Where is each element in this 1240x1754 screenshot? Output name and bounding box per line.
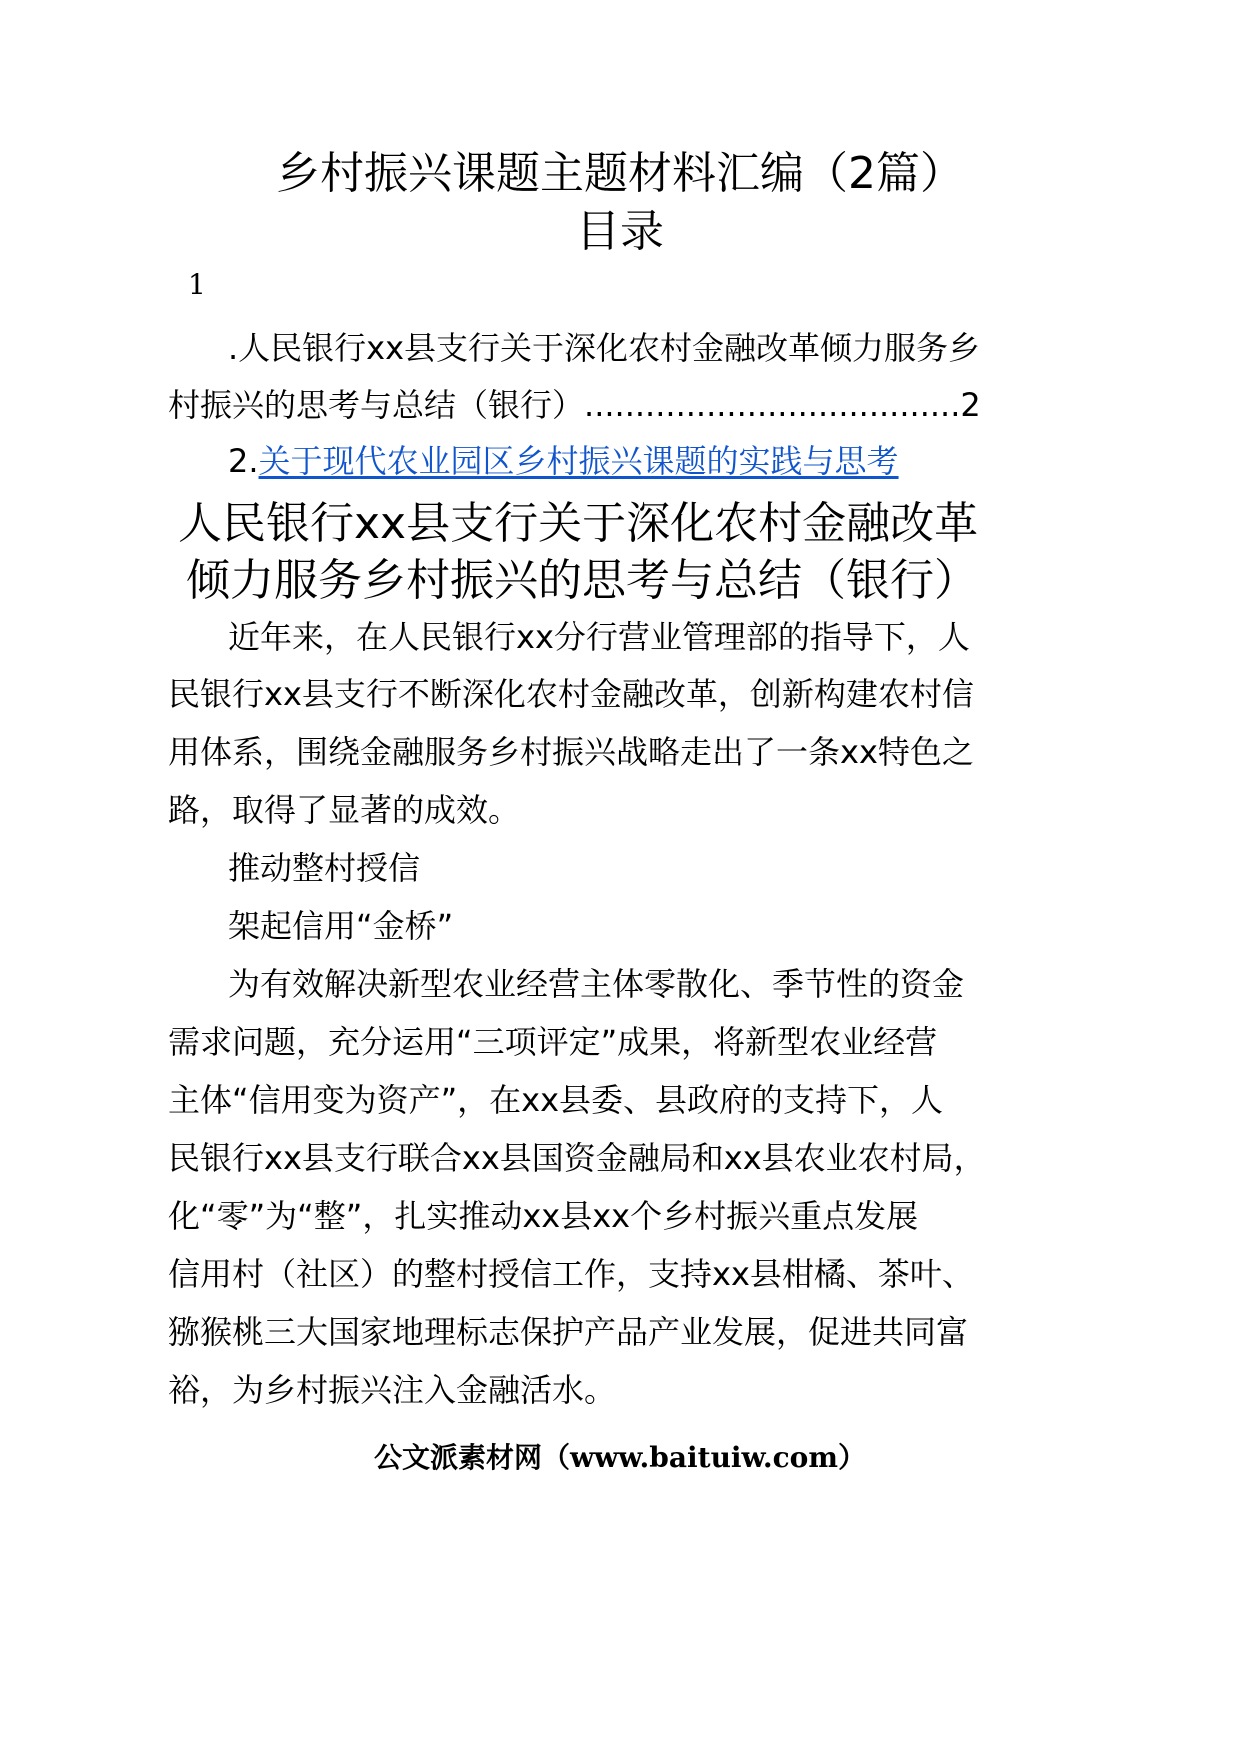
para1-line4: 路，取得了显著的成效。	[168, 791, 521, 829]
toc-entry-1-line1[interactable]: .人民银行xx县支行关于深化农村金融改革倾力服务乡	[228, 329, 981, 367]
subheading-1: 推动整村授信	[228, 849, 421, 887]
para2-line4: 民银行xx县支行联合xx县国资金融局和xx县农业农村局，	[168, 1139, 986, 1177]
document-title: 乡村振兴课题主题材料汇编（2篇）	[276, 148, 964, 199]
toc-leader: .....................................	[584, 386, 961, 424]
footer-source: 公文派素材网（www.baituiw.com）	[374, 1441, 866, 1474]
para2-line6: 信用村（社区）的整村授信工作，支持xx县柑橘、茶叶、	[168, 1255, 974, 1293]
para1-line3: 用体系，围绕金融服务乡村振兴战略走出了一条xx特色之	[168, 733, 974, 771]
subheading-2: 架起信用“金桥”	[228, 907, 454, 945]
article-heading-line2: 倾力服务乡村振兴的思考与总结（银行）	[186, 555, 978, 606]
toc-entry-2[interactable]	[228, 441, 899, 481]
article-heading-line1: 人民银行xx县支行关于深化农村金融改革	[178, 498, 979, 549]
para2-line2: 需求问题，充分运用“三项评定”成果，将新型农业经营	[168, 1023, 938, 1061]
toc-heading: 目录	[576, 206, 664, 257]
para2-line8: 裕，为乡村振兴注入金融活水。	[168, 1371, 617, 1409]
toc-page-number: 2	[960, 386, 981, 424]
toc-entry-2-link[interactable]: 关于现代农业园区乡村振兴课题的实践与思考	[258, 442, 899, 480]
para2-line5: 化“零”为“整”，扎实推动xx县xx个乡村振兴重点发展	[168, 1197, 919, 1235]
para2-line7: 猕猴桃三大国家地理标志保护产品产业发展，促进共同富	[168, 1313, 969, 1351]
toc-entry-1-line2[interactable]	[168, 385, 981, 425]
para2-line3: 主体“信用变为资产”，在xx县委、县政府的支持下，人	[168, 1081, 944, 1119]
toc-marker: 1	[188, 268, 206, 301]
para1-line2: 民银行xx县支行不断深化农村金融改革，创新构建农村信	[168, 675, 974, 713]
toc-entry-1-title: 村振兴的思考与总结（银行）	[168, 386, 585, 424]
para2-line1: 为有效解决新型农业经营主体零散化、季节性的资金	[228, 965, 965, 1003]
para1-line1: 近年来，在人民银行xx分行营业管理部的指导下，人	[228, 618, 970, 656]
toc-entry-2-prefix: 2.	[228, 442, 259, 480]
